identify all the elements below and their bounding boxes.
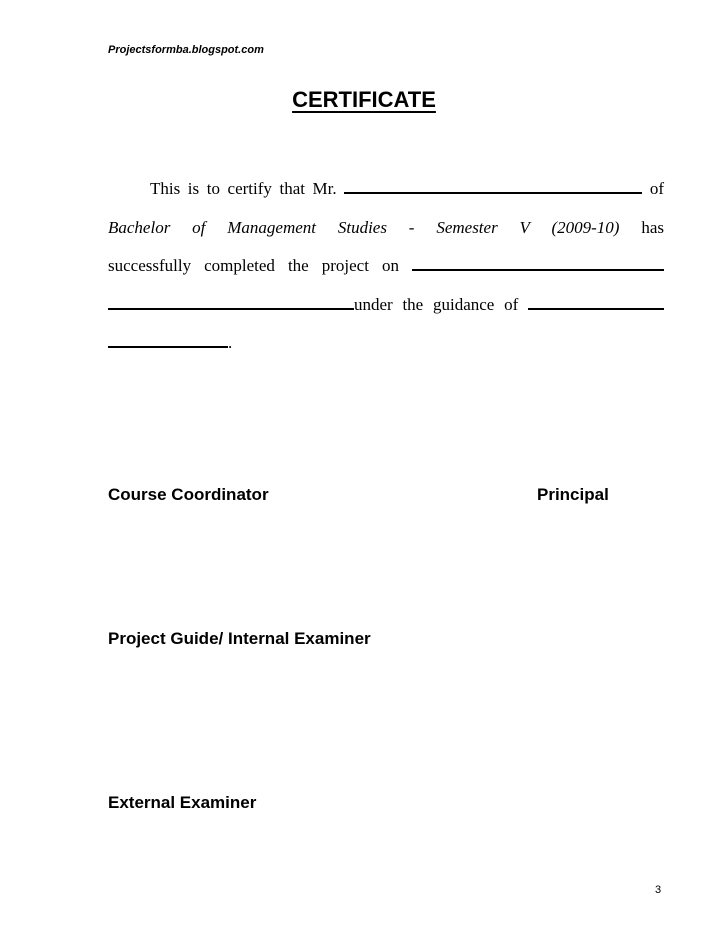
period-text: .	[228, 333, 233, 352]
guidance-text: under the guidance of	[354, 294, 519, 314]
page-title	[0, 87, 728, 113]
student-name-blank[interactable]	[344, 177, 642, 194]
has-text: has	[641, 217, 664, 237]
header-site-url: Projectsformba.blogspot.com	[108, 44, 264, 56]
page-number: 3	[655, 884, 662, 896]
guide-name-continued-blank[interactable]	[108, 331, 228, 348]
guide-name-blank[interactable]	[528, 293, 664, 310]
project-title-blank[interactable]	[412, 254, 664, 271]
paragraph-line-4	[108, 286, 664, 325]
course-coordinator-label: Course Coordinator	[108, 485, 269, 504]
certificate-paragraph	[108, 170, 664, 363]
principal-label: Principal	[537, 485, 609, 504]
paragraph-line-1	[108, 170, 664, 209]
certify-text: This is to certify that Mr.	[150, 179, 337, 198]
completed-text: successfully completed the project on	[108, 256, 399, 275]
paragraph-line-5	[108, 324, 664, 363]
of-text: of	[649, 179, 665, 198]
project-guide-label: Project Guide/ Internal Examiner	[108, 629, 371, 648]
project-title-continued-blank[interactable]	[108, 293, 354, 310]
paragraph-line-2	[108, 209, 664, 248]
external-examiner-label: External Examiner	[108, 793, 257, 812]
paragraph-line-3	[108, 247, 664, 286]
course-name: Bachelor of Management Studies - Semester V (2009-10)	[108, 217, 620, 237]
certificate-title: CERTIFICATE	[292, 87, 436, 112]
